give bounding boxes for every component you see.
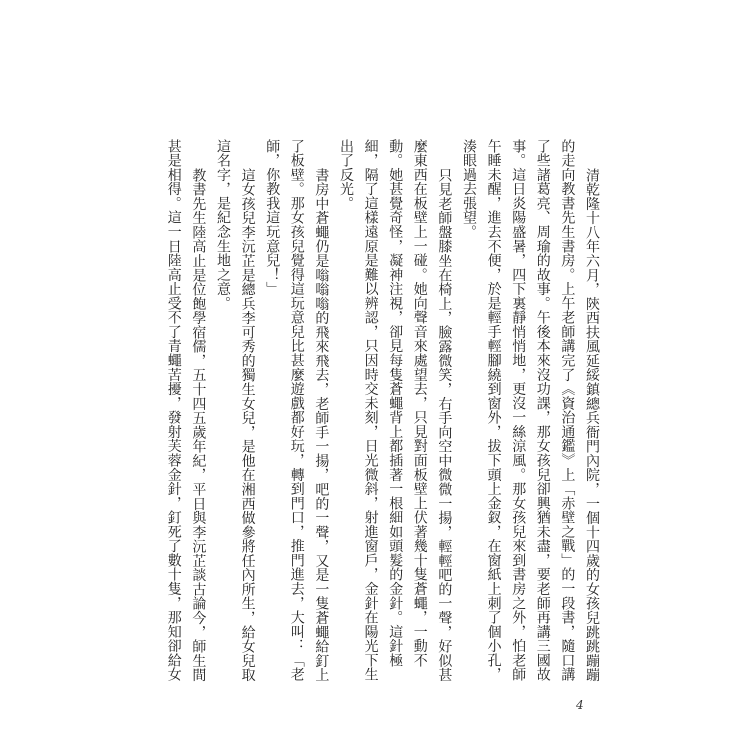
text-column: 了板壁。那女孩兒覺得這玩意兒比甚麼遊戲都好玩，轉到門口，推門進去，大叫：「老: [288, 139, 305, 682]
text-column: 教書先生陸高止是位飽學宿儒，五十四五歲年紀，平日與李沅芷談古論今，師生間: [190, 168, 207, 683]
text-column: 師，你教我這玩意兒！」: [264, 139, 281, 297]
text-column: 湊眼過去張望。: [461, 139, 477, 239]
text-column: 的走向教書先生書房。上午老師講完了《資治通鑑》上「赤壁之戰」的一段書，隨口講: [559, 139, 576, 682]
text-column: 了些諸葛亮、周瑜的故事。午後本來沒功課，那女孩兒卻興猶未盡，要老師再講三國故: [534, 139, 551, 682]
text-column: 午睡未醒，進去不便，於是輕手輕腳繞到窗外，拔下頭上金釵，在窗紙上刺了個小孔，: [485, 139, 502, 682]
text-column: 細，隔了這樣遠原是難以辨認，只因時交未刻，日光微斜，射進窗戶，金針在陽光下生: [362, 139, 379, 682]
text-column: 這女孩兒李沅芷是總兵李可秀的獨生女兒，是他在湘西做參將任內所生，給女兒取: [239, 168, 256, 683]
text-column: 麼東西在板壁上一碰。她向聲音來處望去，只見對面板壁上伏著幾十隻蒼蠅，一動不: [411, 139, 428, 668]
text-column: 甚是相得。這一日陸高止受不了青蠅苦擾，發射芙蓉金針，釘死了數十隻，那知卻給女: [165, 139, 182, 682]
text-column: 清乾隆十八年六月，陝西扶風延綏鎮總兵衙門內院，一個十四歲的女孩兒跳跳蹦蹦: [584, 168, 600, 683]
text-column: 事。這日炎陽盛暑，四下裏靜悄悄地，更沒一絲涼風。那女孩兒來到書房之外，怕老師: [510, 139, 527, 682]
text-column: 書房中蒼蠅仍是嗡嗡嗡的飛來飛去，老師手一揚，吧的一聲，又是一隻蒼蠅給釘上: [313, 168, 330, 683]
text-column: 動。她甚覺奇怪，凝神注視，卻見每隻蒼蠅背上都插著一根細如頭髮的金針。這針極: [387, 139, 404, 668]
text-column: 這名字，是紀念生地之意。: [215, 139, 231, 311]
page-number: 4: [576, 698, 584, 712]
text-column: 只見老師盤膝坐在椅上，臉露微笑，右手向空中微微一揚，輕輕吧的一聲，好似甚: [436, 168, 453, 683]
text-column: 出了反光。: [338, 139, 354, 211]
